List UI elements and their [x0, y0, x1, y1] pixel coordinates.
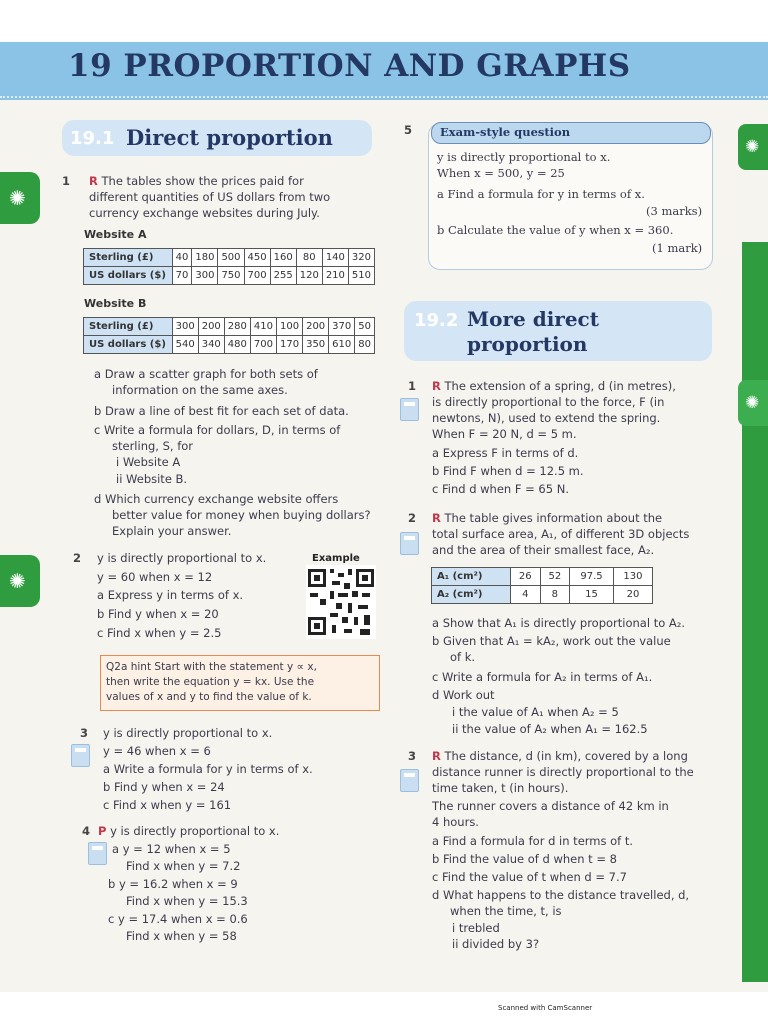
table-cell: 20 [613, 586, 652, 604]
table-cell: 255 [270, 267, 296, 285]
question-part: sterling, S, for [112, 439, 194, 453]
header-dotted-rule [0, 96, 768, 100]
progress-dial-icon: ✺ [9, 186, 26, 210]
table-row [432, 586, 653, 604]
question-part: a y = 12 when x = 5 [112, 842, 231, 856]
question-text: y is directly proportional to x. [103, 726, 273, 740]
question-part: Find x when y = 58 [126, 929, 237, 943]
question-line: The tables show the prices paid for [101, 174, 304, 188]
row-header: A₂ (cm²) [432, 586, 511, 604]
table-cell: 700 [250, 336, 276, 354]
question-subpart: i the value of A₁ when A₂ = 5 [452, 705, 619, 719]
table-cell: 350 [303, 336, 329, 354]
question-part: b Find y when x = 20 [97, 607, 219, 621]
table-cell: 370 [329, 318, 355, 336]
calculator-icon [400, 769, 419, 792]
table-cell: 52 [540, 568, 570, 586]
question-line: distance runner is directly proportional to the [432, 765, 694, 779]
section-number: 19.1 [70, 128, 115, 149]
question-part: Find x when y = 7.2 [126, 859, 241, 873]
question-part: d Which currency exchange website offers [94, 492, 339, 506]
question-number: 3 [80, 726, 89, 740]
table-cell: 510 [348, 267, 374, 285]
question-text [98, 824, 279, 838]
question-number: 4 [82, 824, 91, 838]
question-line: time taken, t (in hours). [432, 781, 569, 795]
reasoning-mark: R [432, 511, 441, 525]
area-table [431, 567, 653, 604]
row-header: A₁ (cm²) [432, 568, 511, 586]
row-header: Sterling (£) [84, 318, 173, 336]
question-part: a Express F in terms of d. [432, 446, 579, 460]
table-cell: 280 [224, 318, 250, 336]
table-cell: 200 [198, 318, 224, 336]
question-part: c Write a formula for dollars, D, in terms of [94, 423, 341, 437]
calculator-icon [88, 842, 107, 865]
hint-text: Q2a hint Start with the statement y ∝ x, [106, 661, 317, 673]
question-line: total surface area, A₁, of different 3D objects [432, 527, 690, 541]
progress-dial-icon: ✺ [745, 393, 760, 413]
question-text [432, 511, 662, 525]
marks-label: (1 mark) [652, 241, 703, 255]
question-part: c Find the value of t when d = 7.7 [432, 870, 627, 884]
exam-question-title: Exam-style question [440, 125, 571, 139]
question-part: when the time, t, is [450, 904, 562, 918]
question-part: c Find d when F = 65 N. [432, 482, 569, 496]
question-line: The distance, d (in km), covered by a long [444, 749, 688, 763]
question-text: y = 46 when x = 6 [103, 744, 211, 758]
table-row [84, 249, 375, 267]
question-part: c Find x when y = 2.5 [97, 626, 222, 640]
question-part: b Find y when x = 24 [103, 780, 225, 794]
table-cell: 300 [192, 267, 218, 285]
table-cell: 100 [276, 318, 302, 336]
table-caption: Website B [84, 297, 147, 310]
table-cell: 340 [198, 336, 224, 354]
question-text: y = 60 when x = 12 [97, 570, 213, 584]
table-caption: Website A [84, 228, 147, 241]
qr-code-icon[interactable] [306, 565, 376, 639]
reasoning-mark: R [432, 379, 441, 393]
question-part: b Find the value of d when t = 8 [432, 852, 617, 866]
row-header: US dollars ($) [84, 336, 173, 354]
question-number: 1 [62, 174, 71, 188]
question-line: When F = 20 N, d = 5 m. [432, 427, 577, 441]
question-line: and the area of their smallest face, A₂. [432, 543, 655, 557]
table-cell: 300 [172, 318, 198, 336]
table-cell: 15 [570, 586, 614, 604]
website-b-table [83, 317, 375, 354]
question-part: c Find x when y = 161 [103, 798, 232, 812]
table-cell: 480 [224, 336, 250, 354]
table-cell: 4 [511, 586, 541, 604]
table-cell: 70 [172, 267, 192, 285]
textbook-page [0, 42, 768, 992]
right-green-strip [742, 242, 768, 982]
table-cell: 450 [244, 249, 270, 267]
question-line: currency exchange websites during July. [89, 206, 320, 220]
question-part: a Express y in terms of x. [97, 588, 244, 602]
question-part: a Write a formula for y in terms of x. [103, 762, 313, 776]
question-text: y is directly proportional to x. [97, 551, 267, 565]
table-cell: 80 [355, 336, 375, 354]
section-number: 19.2 [414, 310, 459, 331]
table-cell: 50 [355, 318, 375, 336]
question-number: 3 [408, 749, 417, 763]
question-part: b Draw a line of best fit for each set of data. [94, 404, 349, 418]
table-row [84, 336, 375, 354]
question-line: The runner covers a distance of 42 km in [432, 799, 669, 813]
question-subpart: ii divided by 3? [452, 937, 540, 951]
left-progress-tab-2 [0, 555, 40, 607]
section-title-line1: More direct [467, 307, 599, 331]
section-title-line2: proportion [467, 332, 588, 356]
question-part: a Find a formula for d in terms of t. [432, 834, 634, 848]
question-number: 5 [404, 123, 413, 137]
question-subpart: i trebled [452, 921, 500, 935]
calculator-icon [71, 744, 90, 767]
question-line: The table gives information about the [444, 511, 663, 525]
table-cell: 750 [218, 267, 244, 285]
hint-text: then write the equation y = kx. Use the [106, 676, 315, 688]
chapter-title: 19 PROPORTION AND GRAPHS [68, 48, 631, 84]
left-progress-tab [0, 172, 40, 224]
right-progress-tab-2 [738, 380, 768, 426]
question-part: better value for money when buying dollars? [112, 508, 371, 522]
marks-label: (3 marks) [646, 204, 703, 218]
question-part: b y = 16.2 when x = 9 [108, 877, 238, 891]
question-part: Explain your answer. [112, 524, 232, 538]
question-number: 1 [408, 379, 417, 393]
reasoning-mark: R [432, 749, 441, 763]
question-part: b Given that A₁ = kA₂, work out the value [432, 634, 671, 648]
question-part: of k. [450, 650, 476, 664]
reasoning-mark: R [89, 174, 98, 188]
table-row [84, 267, 375, 285]
table-cell: 700 [244, 267, 270, 285]
question-part: b Calculate the value of y when x = 360. [437, 223, 674, 237]
table-row [432, 568, 653, 586]
question-subpart: i Website A [116, 455, 181, 469]
table-cell: 170 [276, 336, 302, 354]
question-part: c Write a formula for A₂ in terms of A₁. [432, 670, 653, 684]
table-row [84, 318, 375, 336]
question-text [432, 749, 688, 763]
question-line: The extension of a spring, d (in metres), [444, 379, 676, 393]
table-cell: 500 [218, 249, 244, 267]
chapter-header [0, 42, 768, 100]
section-title: Direct proportion [126, 125, 333, 150]
hint-text: values of x and y to find the value of k. [106, 691, 312, 703]
question-text: When x = 500, y = 25 [437, 166, 565, 180]
table-cell: 540 [172, 336, 198, 354]
question-text: y is directly proportional to x. [437, 150, 611, 164]
row-header: Sterling (£) [84, 249, 173, 267]
table-cell: 180 [192, 249, 218, 267]
question-number: 2 [408, 511, 417, 525]
scanner-watermark: Scanned with CamScanner [498, 1004, 593, 1012]
question-text [89, 174, 304, 188]
question-number: 2 [73, 551, 82, 565]
table-cell: 8 [540, 586, 570, 604]
question-part: a Show that A₁ is directly proportional to A₂. [432, 616, 686, 630]
table-cell: 200 [303, 318, 329, 336]
question-part: a Find a formula for y in terms of x. [437, 187, 645, 201]
question-part: c y = 17.4 when x = 0.6 [108, 912, 248, 926]
question-line: 4 hours. [432, 815, 479, 829]
table-cell: 610 [329, 336, 355, 354]
table-cell: 210 [322, 267, 348, 285]
table-cell: 80 [296, 249, 322, 267]
calculator-icon [400, 532, 419, 555]
table-cell: 26 [511, 568, 541, 586]
progress-dial-icon: ✺ [745, 137, 760, 157]
question-part: d Work out [432, 688, 495, 702]
website-a-table [83, 248, 375, 285]
right-progress-tab [738, 124, 768, 170]
table-cell: 97.5 [570, 568, 614, 586]
question-subpart: ii Website B. [116, 472, 188, 486]
question-line: newtons, N), used to extend the spring. [432, 411, 661, 425]
progress-dial-icon: ✺ [9, 569, 26, 593]
question-text [432, 379, 676, 393]
question-part: information on the same axes. [112, 383, 288, 397]
table-cell: 140 [322, 249, 348, 267]
question-line: different quantities of US dollars from two [89, 190, 331, 204]
problem-solving-mark: P [98, 824, 107, 838]
table-cell: 160 [270, 249, 296, 267]
table-cell: 130 [613, 568, 652, 586]
example-label: Example [312, 553, 360, 564]
question-line: y is directly proportional to x. [110, 824, 280, 838]
question-line: is directly proportional to the force, F (in [432, 395, 665, 409]
table-cell: 320 [348, 249, 374, 267]
table-cell: 120 [296, 267, 322, 285]
calculator-icon [400, 398, 419, 421]
table-cell: 410 [250, 318, 276, 336]
row-header: US dollars ($) [84, 267, 173, 285]
question-part: Find x when y = 15.3 [126, 894, 248, 908]
question-part: b Find F when d = 12.5 m. [432, 464, 584, 478]
question-part: d What happens to the distance travelled, d, [432, 888, 690, 902]
question-part: a Draw a scatter graph for both sets of [94, 367, 318, 381]
question-subpart: ii the value of A₂ when A₁ = 162.5 [452, 722, 648, 736]
table-cell: 40 [172, 249, 192, 267]
